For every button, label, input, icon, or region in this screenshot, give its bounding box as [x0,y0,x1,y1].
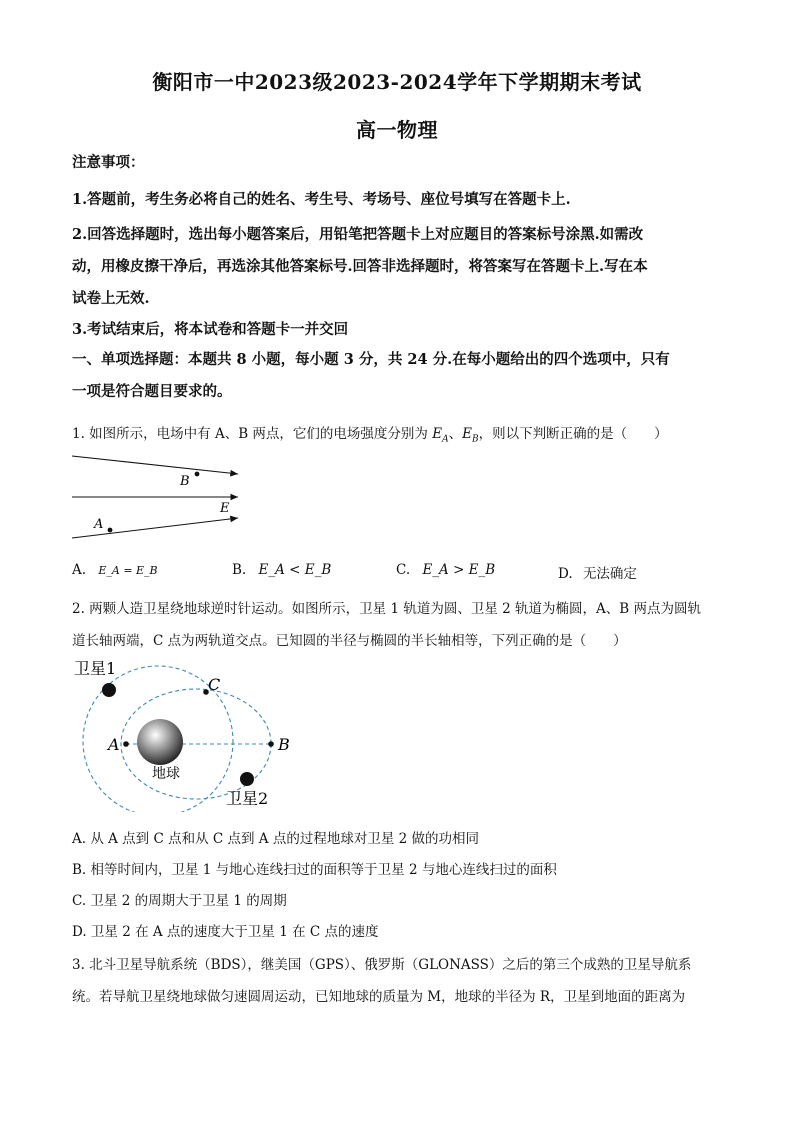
notice-item-2-line-2: 动，用橡皮擦干净后，再选涂其他答案标号.回答非选择题时，将答案写在答题卡上.写在本 [72,258,648,275]
q2-satellite-2 [240,772,254,786]
q2-option-c[interactable]: C. 卫星 2 的周期大于卫星 1 的周期 [72,893,287,909]
q1-ea-symbol: E [432,426,443,442]
q1-field-line-top [72,456,238,474]
q3-stem-line-2: 统。若导航卫星绕地球做匀速圆周运动，已知地球的质量为 M，地球的半径为 R，卫星到地面的距离为 [72,989,686,1005]
q1-label-a: A [94,517,104,532]
q2-point-b [268,741,274,747]
q2-earth [137,719,183,765]
q1-option-d-text: 无法确定 [582,566,637,582]
q1-stem-suffix: ，则以下判断正确的是（ ） [478,426,668,442]
q2-label-satellite-2: 卫星2 [226,789,269,808]
q1-stem [72,422,668,445]
q2-label-satellite-1: 卫星1 [74,659,117,678]
q1-option-c-expr: E_A > E_B [422,562,496,578]
q2-option-d[interactable]: D. 卫星 2 在 A 点的速度大于卫星 1 在 C 点的速度 [72,924,379,940]
exam-title: 衡阳市一中2023级2023-2024学年下学期期末考试 [152,70,642,94]
notice-item-1: 1.答题前，考生务必将自己的姓名、考生号、考场号、座位号填写在答题卡上. [72,191,571,208]
q1-ea-subscript: A [442,434,449,445]
q2-label-earth: 地球 [152,766,180,782]
q1-option-a-letter: A. [72,562,87,578]
q1-point-a [108,528,113,533]
q2-label-a: A [108,735,120,754]
q1-field-figure [66,448,250,548]
q2-stem-line-2: 道长轴两端，C 点为两轨道交点。已知圆的半径与椭圆的半长轴相等，下列正确的是（ ） [72,633,627,649]
q3-stem-line-1: 3. 北斗卫星导航系统（BDS），继美国（GPS）、俄罗斯（GLONASS）之后的第三个成熟的卫星导航系 [72,957,692,973]
q1-option-d-letter: D. [558,566,573,582]
notice-item-3: 3.考试结束后，将本试卷和答题卡一并交回 [72,321,349,338]
q2-option-b[interactable]: B. 相等时间内，卫星 1 与地心连线扫过的面积等于卫星 2 与地心连线扫过的面积 [72,862,557,878]
q2-point-a [123,741,129,747]
q2-orbit-figure [66,652,306,812]
q1-option-c-letter: C. [396,562,411,578]
q2-option-a[interactable]: A. 从 A 点到 C 点和从 C 点到 A 点的过程地球对卫星 2 做的功相同 [72,831,479,847]
q1-option-b[interactable] [232,562,331,578]
notice-item-2-line-3: 试卷上无效. [72,290,150,307]
notice-item-2-line-1: 2.回答选择题时，选出每小题答案后，用铅笔把答题卡上对应题目的答案标号涂黑.如需改 [72,226,644,243]
q1-label-e: E [220,501,230,516]
q1-option-b-letter: B. [232,562,247,578]
subject-title: 高一物理 [356,118,438,142]
q2-label-c: C [208,675,221,694]
section-heading-line-1: 一、单项选择题：本题共 8 小题，每小题 3 分，共 24 分.在每小题给出的四个选项中，只有 [72,351,670,368]
q1-label-b: B [180,474,190,489]
q1-option-a-expr: E_A = E_B [98,564,158,577]
q1-option-a[interactable] [72,562,158,578]
q1-separator: 、 [448,426,463,442]
q1-option-c[interactable] [396,562,495,578]
q2-satellite-1 [102,683,116,697]
q1-stem-prefix: 1. 如图所示，电场中有 A、B 两点，它们的电场强度分别为 [72,426,428,442]
q1-option-b-expr: E_A < E_B [258,562,332,578]
q1-eb-symbol: E [462,426,472,442]
q1-option-d[interactable] [558,562,637,582]
q1-eb-subscript: B [471,434,479,445]
q2-label-b: B [278,735,290,754]
notice-heading: 注意事项： [72,154,145,171]
section-heading-line-2: 一项是符合题目要求的。 [72,383,232,400]
q2-stem-line-1: 2. 两颗人造卫星绕地球逆时针运动。如图所示，卫星 1 轨道为圆、卫星 2 轨道为椭圆，A、B 两点为圆轨 [72,601,701,617]
q1-point-b [195,472,200,477]
